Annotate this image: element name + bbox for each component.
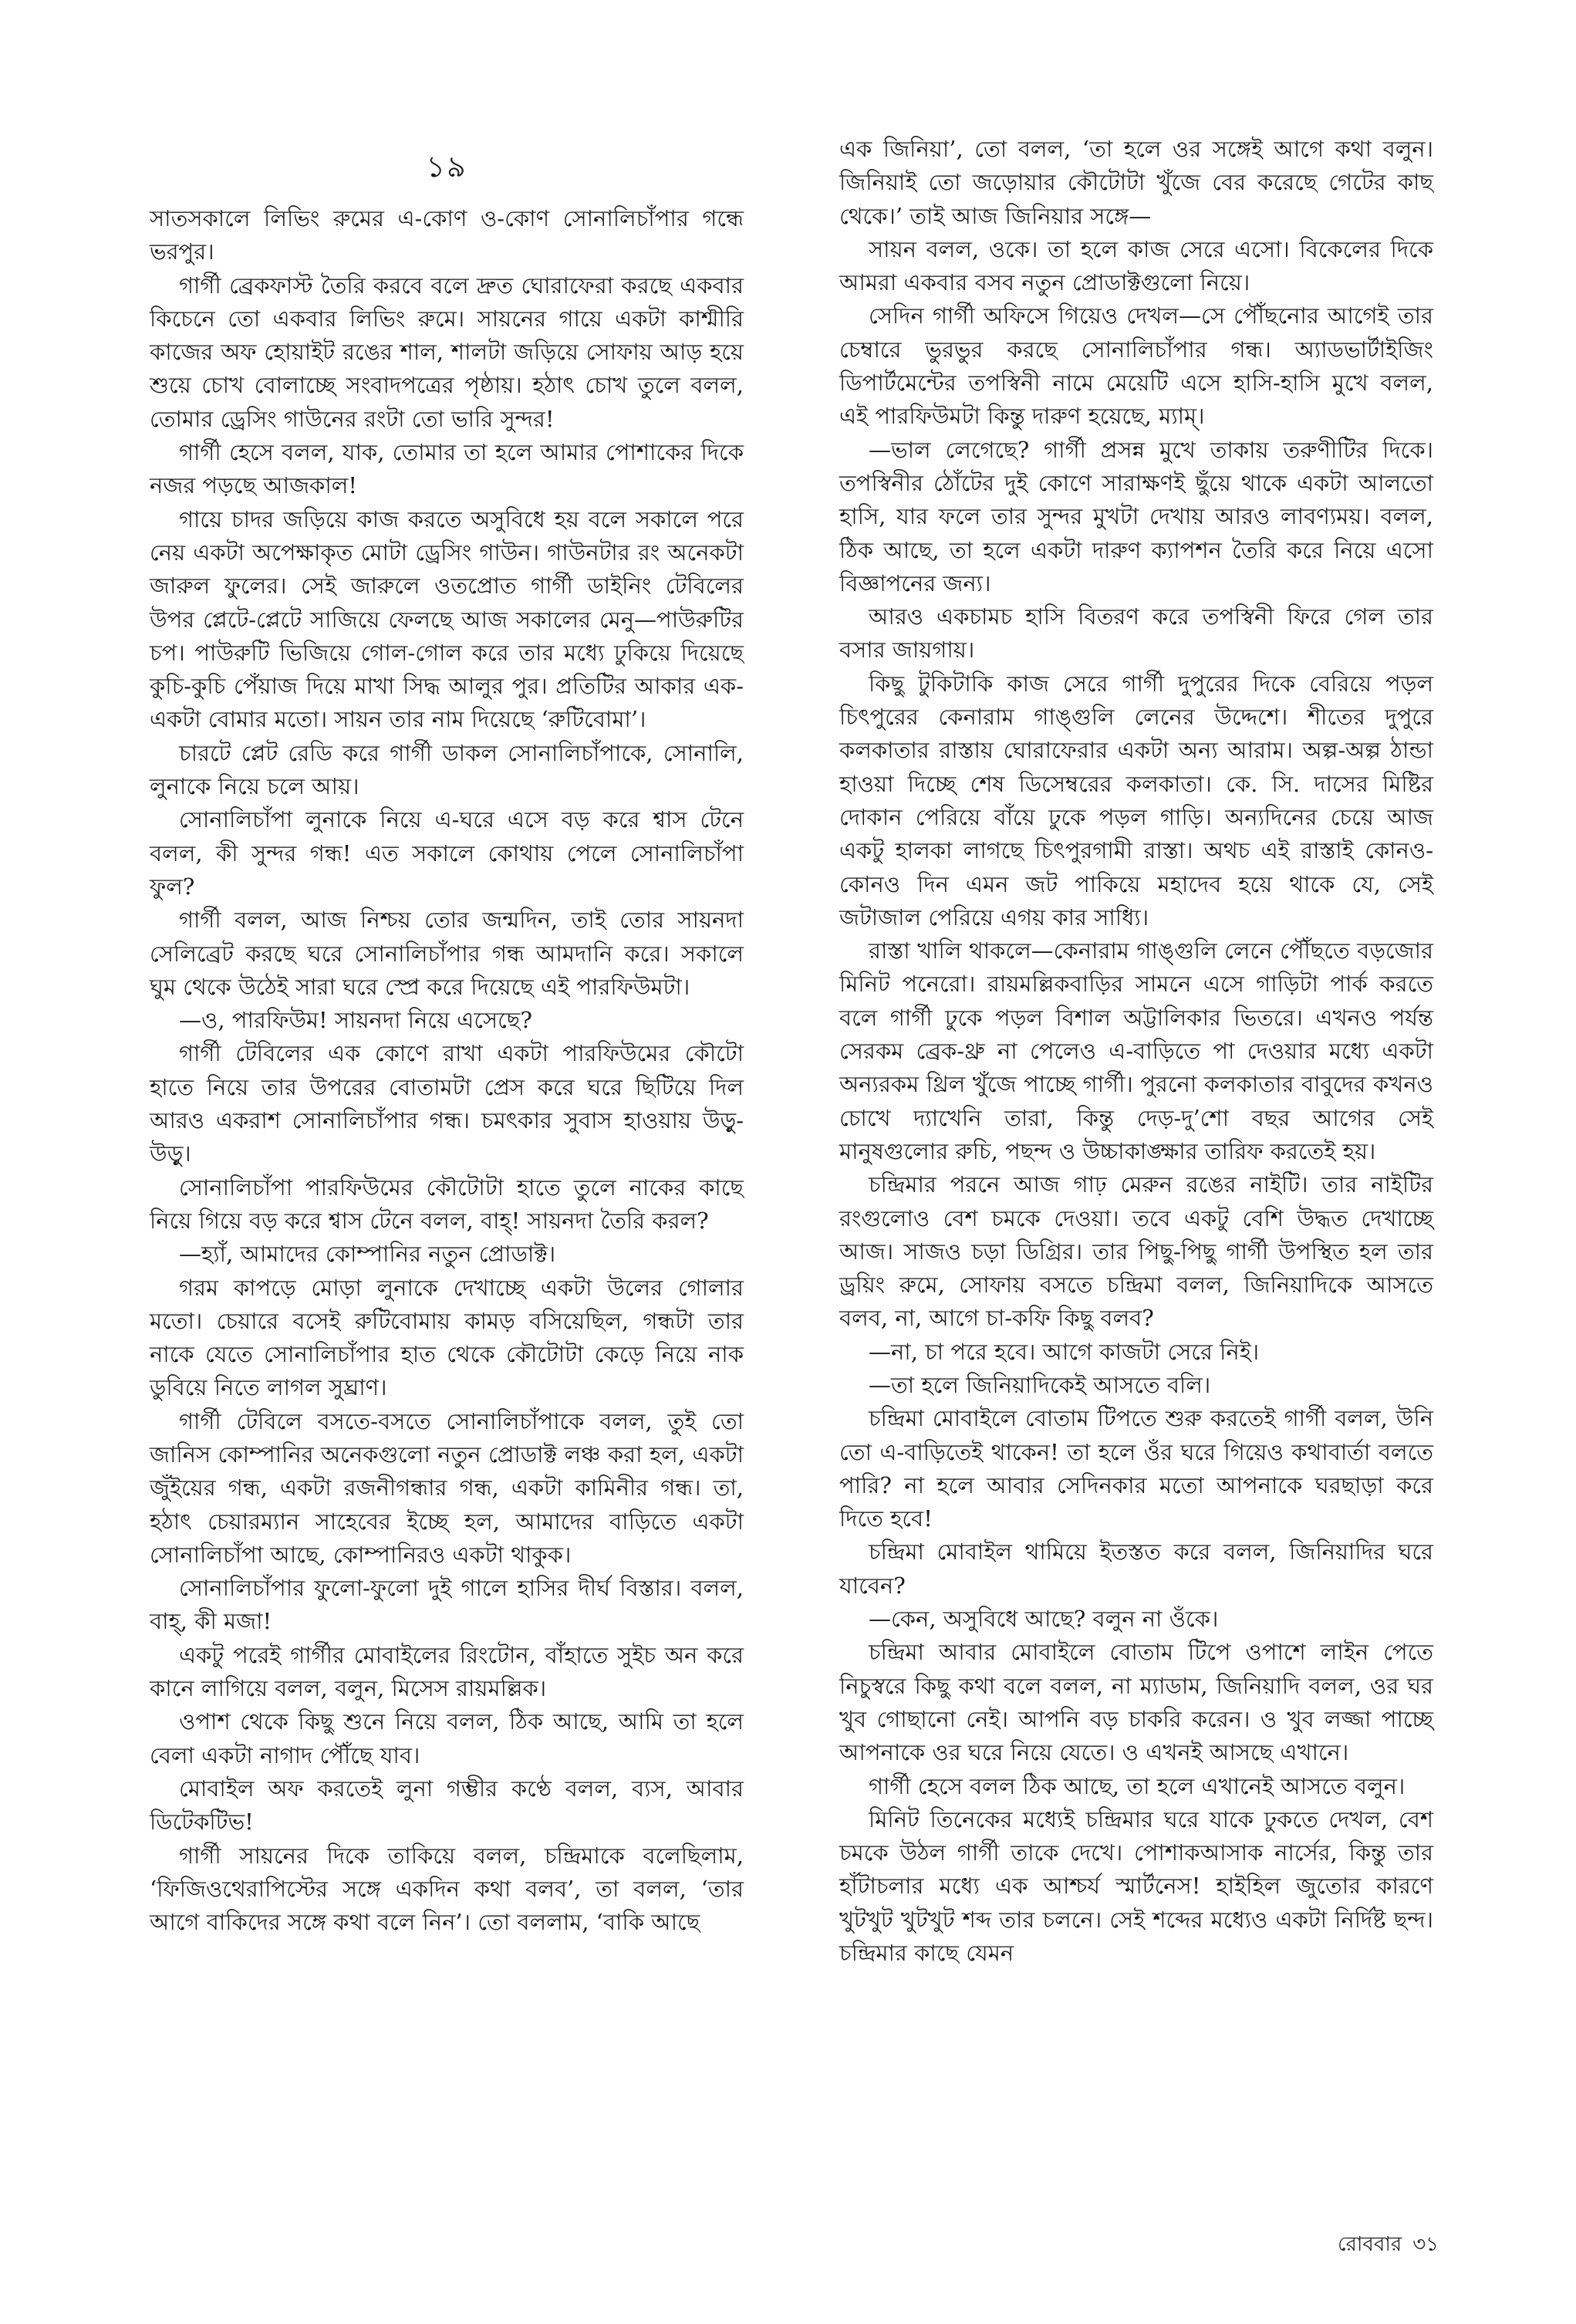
paragraph: গার্গী হেসে বলল ঠিক আছে, তা হলে এখানেই আসতে বলুন। (869, 1772, 1406, 1799)
left-column-text (150, 202, 744, 1939)
paragraph: চন্দ্রিমা মোবাইলে বোতাম টিপতে শুরু করতেই গার্গী বলল, উনি তো এ-বাড়িতেই থাকেন! তা হলে ওঁর ঘরে গিয়েও কথাবার্তা বলতে পারি? না হলে আবার সেদিনকার মতো আপনাকে ঘরছাড়া করে দিতে হবে! (839, 1405, 1433, 1532)
paragraph: রাস্তা খালি থাকলে—কেনারাম গাঙ্গুলি লেনে পৌঁছতে বড়জোর মিনিট পনেরো। রায়মল্লিকবাড়ির সামনে এসে গাড়িটা পার্ক করতে বলে গার্গী ঢুকে পড়ল বিশাল অট্টালিকার ভিতরে। এখনও পর্যন্ত সেরকম ব্রেক-থ্রু না পেলেও এ-বাড়িতে পা দেওয়ার মধ্যে একটা অন্যরকম থ্রিল খুঁজে পাচ্ছে গার্গী। পুরনো কলকাতার বাবুদের কখনও চোখে দ্যাখেনি তারা, কিন্তু দেড়-দু’শো বছর আগের সেই মানুষগুলোর রুচি, পছন্দ ও উচ্চাকাঙ্ক্ষার তারিফ করতেই হয়। (839, 937, 1433, 1164)
paragraph: সায়ন বলল, ওকে। তা হলে কাজ সেরে এসো। বিকেলের দিকে আমরা একবার বসব নতুন প্রোডাক্টগুলো নিয়ে। (839, 235, 1433, 296)
paragraph: চন্দ্রিমার পরনে আজ গাঢ় মেরুন রঙের নাইটি। তার নাইটির রংগুলোও বেশ চমকে দেওয়া। তবে একটু বেশি উদ্ধত দেখাচ্ছে আজ। সাজও চড়া ডিগ্রির। তার পিছু-পিছু গার্গী উপস্থিত হল তার ড্রয়িং রুমে, সোফায় বসতে চন্দ্রিমা বলল, জিনিয়াদিকে আসতে বলব, না, আগে চা-কফি কিছু বলব? (839, 1171, 1433, 1332)
paragraph: সাতসকালে লিভিং রুমের এ-কোণ ও-কোণ সোনালিচাঁপার গন্ধে ভরপুর। (150, 205, 744, 265)
paragraph: আরও একচামচ হাসি বিতরণ করে তপস্বিনী ফিরে গেল তার বসার জায়গায়। (839, 603, 1433, 664)
paragraph: ওপাশ থেকে কিছু শুনে নিয়ে বলল, ঠিক আছে, আমি তা হলে বেলা একটা নাগাদ পৌঁছে যাব। (150, 1708, 744, 1768)
paragraph: চন্দ্রিমা মোবাইল থামিয়ে ইতস্তত করে বলল, জিনিয়াদির ঘরে যাবেন? (839, 1539, 1433, 1599)
paragraph: গার্গী ব্রেকফাস্ট তৈরি করবে বলে দ্রুত ঘোরাফেরা করছে একবার কিচেনে তো একবার লিভিং রুমে। সায়নের গায়ে একটা কাশ্মীরি কাজের অফ হোয়াইট রঙের শাল, শালটা জড়িয়ে সোফায় আড় হয়ে শুয়ে চোখ বোলাচ্ছে সংবাদপত্রের পৃষ্ঠায়। হঠাৎ চোখ তুলে বলল, তোমার ড্রেসিং গাউনের রংটা তো ভারি সুন্দর! (150, 272, 744, 432)
paragraph: মিনিট তিনেকের মধ্যেই চন্দ্রিমার ঘরে যাকে ঢুকতে দেখল, বেশ চমকে উঠল গার্গী তাকে দেখে। পোশাকআসাক নার্সের, কিন্তু তার হাঁটাচলার মধ্যে এক আশ্চর্য স্মার্টনেস! হাইহিল জুতোর কারণে খুটখুট খুটখুট শব্দ তার চলনে। সেই শব্দের মধ্যেও একটা নির্দিষ্ট ছন্দ। চন্দ্রিমার কাছে যেমন (839, 1805, 1433, 1967)
paragraph: সেদিন গার্গী অফিসে গিয়েও দেখল—সে পৌঁছনোর আগেই তার চেম্বারে ভুরভুর করছে সোনালিচাঁপার গন্ধ। অ্যাডভার্টাইজিং ডিপার্টমেন্টের তপস্বিনী নামে মেয়েটি এসে হাসি-হাসি মুখে বলল, এই পারফিউমটা কিন্তু দারুণ হয়েছে, ম্যাম্। (839, 302, 1433, 430)
paragraph: কিছু টুকিটাকি কাজ সেরে গার্গী দুপুরের দিকে বেরিয়ে পড়ল চিৎপুরের কেনারাম গাঙ্গুলি লেনের উদ্দেশে। শীতের দুপুরে কলকাতার রাস্তায় ঘোরাফেরার একটা অন্য আরাম। অল্প-অল্প ঠান্ডা হাওয়া দিচ্ছে শেষ ডিসেম্বরের কলকাতা। কে. সি. দাসের মিষ্টির দোকান পেরিয়ে বাঁয়ে ঢুকে পড়ল গাড়ি। অন্যদিনের চেয়ে আজ একটু হালকা লাগছে চিৎপুরগামী রাস্তা। অথচ এই রাস্তাই কোনও-কোনও দিন এমন জট পাকিয়ে মহাদেব হয়ে থাকে যে, সেই জটাজাল পেরিয়ে এগয় কার সাধ্যি। (839, 670, 1433, 931)
paragraph: —তা হলে জিনিয়াদিকেই আসতে বলি। (869, 1371, 1211, 1398)
left-column (150, 144, 744, 1939)
chapter-number: ১৯ (426, 150, 467, 184)
paragraph: চন্দ্রিমা আবার মোবাইলে বোতাম টিপে ওপাশে লাইন পেতে নিচুস্বরে কিছু কথা বলে বলল, না ম্যাডাম, জিনিয়াদি বলল, ওর ঘর খুব গোছানো নেই। আপনি বড় চাকরি করেন। ও খুব লজ্জা পাচ্ছে আপনাকে ওর ঘরে নিয়ে যেতে। ও এখনই আসছে এখানে। (839, 1639, 1433, 1766)
right-column-text (839, 133, 1433, 1970)
paragraph: গায়ে চাদর জড়িয়ে কাজ করতে অসুবিধে হয় বলে সকালে পরে নেয় একটা অপেক্ষাকৃত মোটা ড্রেসিং গাউন। গাউনটার রং অনেকটা জারুল ফুলের। সেই জারুলে ওতপ্রোত গার্গী ডাইনিং টেবিলের উপর প্লেটে-প্লেটে সাজিয়ে ফেলছে আজ সকালের মেনু—পাউরুটির চপ। পাউরুটি ভিজিয়ে গোল-গোল করে তার মধ্যে ঢুকিয়ে দিয়েছে কুচি-কুচি পেঁয়াজ দিয়ে মাখা সিদ্ধ আলুর পুর। প্রতিটির আকার এক-একটা বোমার মতো। সায়ন তার নাম দিয়েছে ‘রুটিবোমা’। (150, 505, 744, 733)
paragraph: গার্গী বলল, আজ নিশ্চয় তোর জন্মদিন, তাই তোর সায়নদা সেলিব্রেট করছে ঘরে সোনালিচাঁপার গন্ধ আমদানি করে। সকালে ঘুম থেকে উঠেই সারা ঘরে স্প্রে করে দিয়েছে এই পারফিউমটা। (150, 907, 744, 1000)
page-number: ৩১ (1412, 2233, 1439, 2256)
paragraph: —কেন, অসুবিধে আছে? বলুন না ওঁকে। (869, 1606, 1219, 1633)
right-column (839, 133, 1433, 1970)
paragraph: চারটে প্লেট রেডি করে গার্গী ডাকল সোনালিচাঁপাকে, সোনালি, লুনাকে নিয়ে চলে আয়। (150, 739, 744, 800)
paragraph: —না, চা পরে হবে। আগে কাজটা সেরে নিই। (869, 1338, 1260, 1365)
paragraph: একটু পরেই গার্গীর মোবাইলের রিংটোন, বাঁহাতে সুইচ অন করে কানে লাগিয়ে বলল, বলুন, মিসেস রায়মল্লিক। (150, 1641, 744, 1702)
paragraph: গার্গী হেসে বলল, যাক, তোমার তা হলে আমার পোশাকের দিকে নজর পড়ছে আজকাল! (150, 439, 744, 499)
magazine-name: রোববার (1338, 2233, 1402, 2256)
paragraph: —হ্যাঁ, আমাদের কোম্পানির নতুন প্রোডাক্ট। (179, 1241, 556, 1268)
paragraph: —ভাল লেগেছে? গার্গী প্রসন্ন মুখে তাকায় তরুণীটির দিকে। তপস্বিনীর ঠোঁটের দুই কোণে সারাক্ষণই ছুঁয়ে থাকে একটা আলতো হাসি, যার ফলে তার সুন্দর মুখটা দেখায় আরও লাবণ্যময়। বলল, ঠিক আছে, তা হলে একটা দারুণ ক্যাপশন তৈরি করে নিয়ে এসো বিজ্ঞাপনের জন্য। (839, 436, 1433, 596)
paragraph: মোবাইল অফ করতেই লুনা গম্ভীর কণ্ঠে বলল, ব্যস, আবার ডিটেকটিভ! (150, 1775, 744, 1836)
paragraph: গার্গী টেবিলে বসতে-বসতে সোনালিচাঁপাকে বলল, তুই তো জানিস কোম্পানির অনেকগুলো নতুন প্রোডাক্ট লঞ্চ করা হল, একটা জুঁইয়ের গন্ধ, একটা রজনীগন্ধার গন্ধ, একটা কামিনীর গন্ধ। তা, হঠাৎ চেয়ারম্যান সাহেবের ইচ্ছে হল, আমাদের বাড়িতে একটা সোনালিচাঁপা আছে, কোম্পানিরও একটা থাকুক। (150, 1407, 744, 1568)
paragraph: এক জিনিয়া’, তো বলল, ‘তা হলে ওর সঙ্গেই আগে কথা বলুন। জিনিয়াই তো জড়োয়ার কৌটোটা খুঁজে বের করেছে গেটের কাছ থেকে।’ তাই আজ জিনিয়ার সঙ্গে— (839, 136, 1433, 229)
paragraph: সোনালিচাঁপা লুনাকে নিয়ে এ-ঘরে এসে বড় করে শ্বাস টেনে বলল, কী সুন্দর গন্ধ! এত সকালে কোথায় পেলে সোনালিচাঁপা ফুল? (150, 806, 744, 900)
paragraph: সোনালিচাঁপা পারফিউমের কৌটোটা হাতে তুলে নাকের কাছে নিয়ে গিয়ে বড় করে শ্বাস টেনে বলল, বাহ্! সায়নদা তৈরি করল? (150, 1174, 744, 1234)
paragraph: গরম কাপড়ে মোড়া লুনাকে দেখাচ্ছে একটা উলের গোলার মতো। চেয়ারে বসেই রুটিবোমায় কামড় বসিয়েছিল, গন্ধটা তার নাকে যেতে সোনালিচাঁপার হাত থেকে কৌটোটা কেড়ে নিয়ে নাক ডুবিয়ে নিতে লাগল সুঘ্রাণ। (150, 1274, 744, 1401)
paragraph: —ও, পারফিউম! সায়নদা নিয়ে এসেছে? (179, 1007, 532, 1034)
paragraph: সোনালিচাঁপার ফুলো-ফুলো দুই গালে হাসির দীর্ঘ বিস্তার। বলল, বাহ্, কী মজা! (150, 1575, 744, 1635)
page-footer (1338, 2228, 1439, 2262)
paragraph: গার্গী সায়নের দিকে তাকিয়ে বলল, চন্দ্রিমাকে বলেছিলাম, ‘ফিজিওথেরাপিস্টের সঙ্গে একদিন কথা বলব’, তা বলল, ‘তার আগে বাকিদের সঙ্গে কথা বলে নিন’। তো বললাম, ‘বাকি আছে (150, 1842, 744, 1936)
paragraph: গার্গী টেবিলের এক কোণে রাখা একটা পারফিউমের কৌটো হাতে নিয়ে তার উপরের বোতামটা প্রেস করে ঘরে ছিটিয়ে দিল আরও একরাশ সোনালিচাঁপার গন্ধ। চমৎকার সুবাস হাওয়ায় উড়ু-উড়ু। (150, 1040, 744, 1167)
